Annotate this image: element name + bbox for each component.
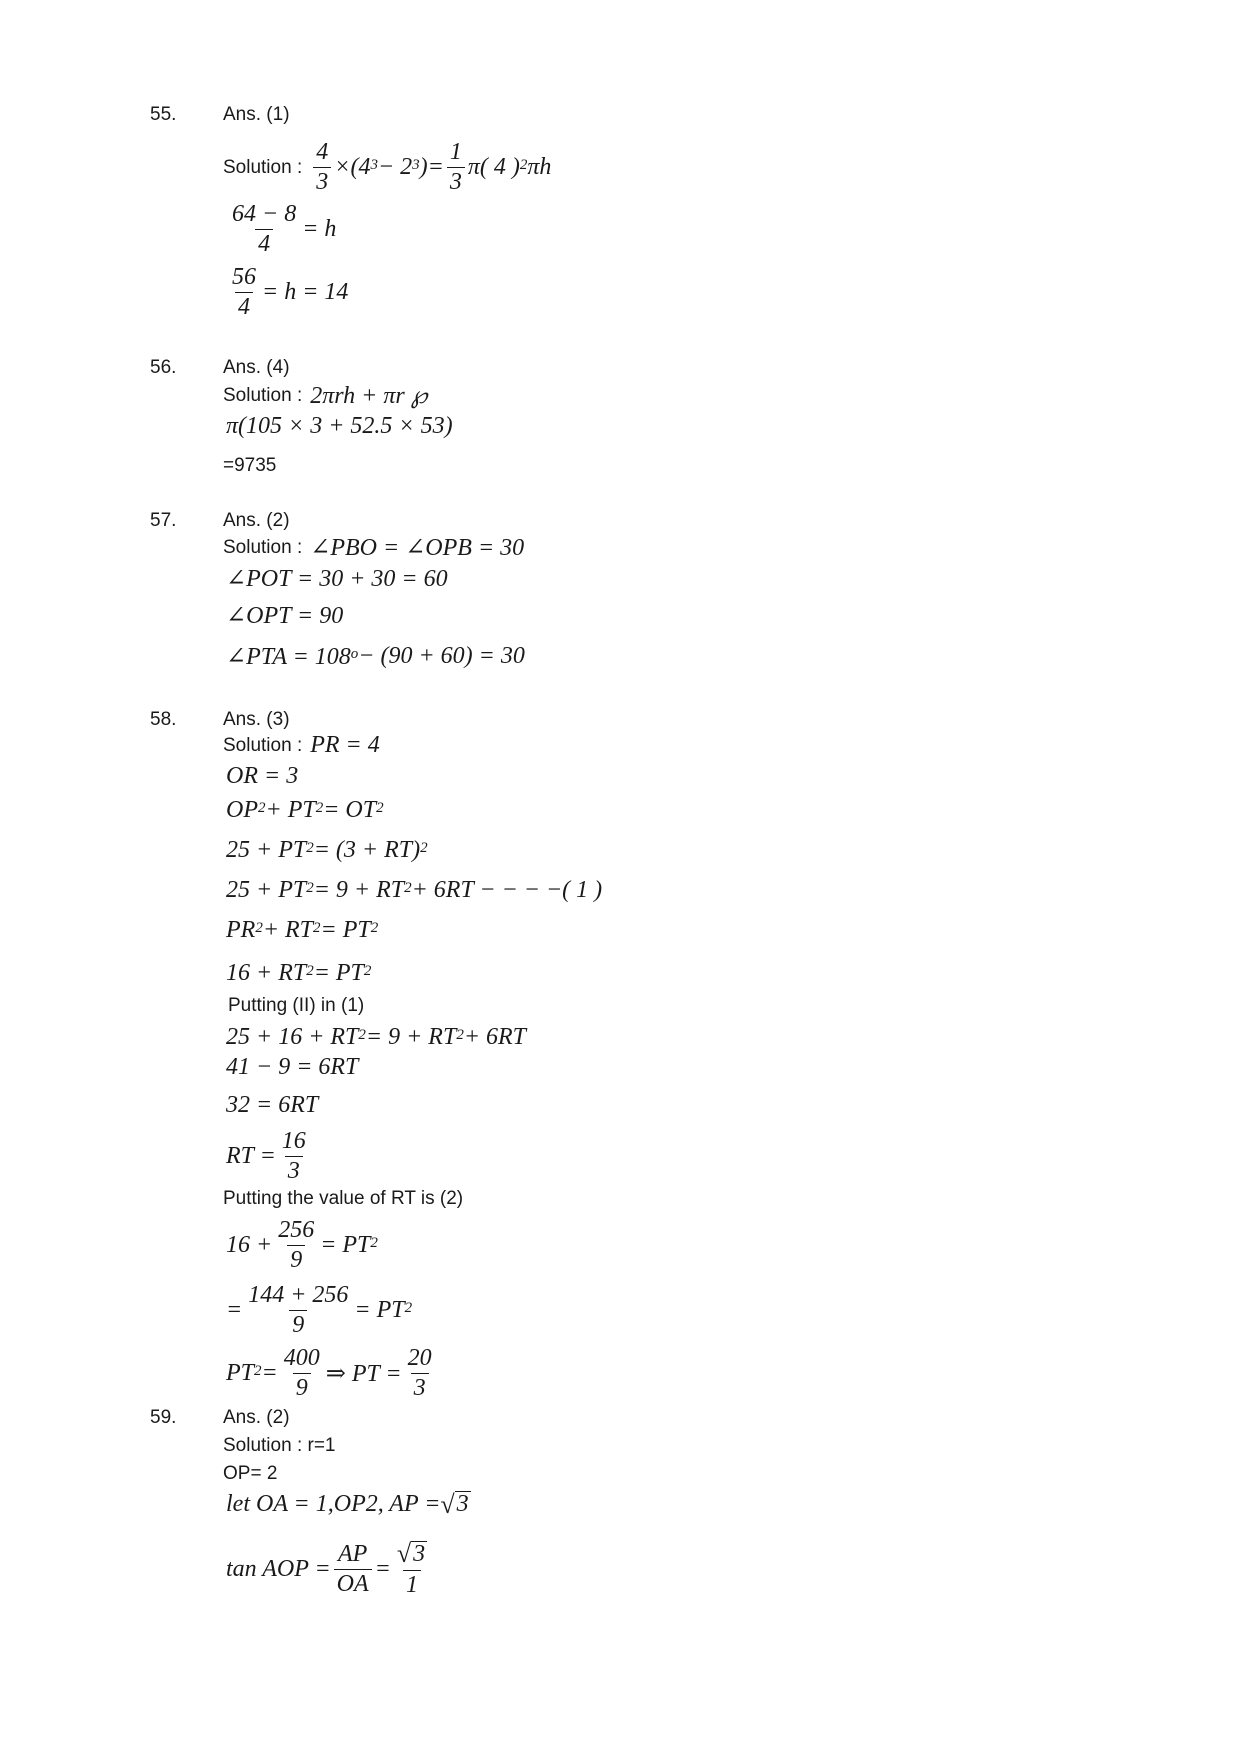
math-text: ∠PBO = ∠OPB = 30 bbox=[310, 535, 525, 561]
math-text: = OT bbox=[323, 797, 377, 823]
math-line bbox=[226, 202, 336, 257]
answer-label: Ans. (1) bbox=[223, 104, 290, 125]
fraction bbox=[279, 1129, 309, 1184]
math-line bbox=[226, 1129, 312, 1184]
math-line bbox=[226, 1283, 412, 1338]
math-text: OR = 3 bbox=[226, 763, 299, 789]
solution-text: Solution : r=1 bbox=[223, 1435, 336, 1456]
math-line bbox=[223, 732, 380, 759]
radicand: 3 bbox=[413, 1541, 426, 1567]
numerator: 256 bbox=[278, 1217, 315, 1243]
denominator: 9 bbox=[293, 1373, 311, 1401]
math-text: 25 + PT bbox=[226, 837, 307, 863]
numerator: 20 bbox=[407, 1345, 432, 1371]
note-text: Putting the value of RT is (2) bbox=[223, 1188, 464, 1209]
numerator: 400 bbox=[283, 1345, 320, 1371]
fraction bbox=[447, 140, 465, 195]
fraction bbox=[405, 1346, 435, 1401]
math-text: = PT bbox=[320, 1232, 371, 1259]
math-text: 25 + PT bbox=[226, 877, 307, 903]
superscript: 2 bbox=[404, 1300, 413, 1317]
superscript: 2 bbox=[315, 800, 324, 816]
denominator: 9 bbox=[289, 1310, 307, 1338]
answer-label: Ans. (4) bbox=[223, 357, 290, 378]
math-text: π(105 × 3 + 52.5 × 53) bbox=[226, 413, 453, 439]
denominator: 4 bbox=[235, 292, 253, 320]
math-text: + RT bbox=[262, 917, 314, 943]
math-text: + PT bbox=[265, 797, 316, 823]
question-number: 57. bbox=[150, 510, 177, 531]
question-number: 55. bbox=[150, 104, 177, 125]
superscript: 2 bbox=[420, 840, 428, 856]
solution-label: Solution : bbox=[223, 734, 303, 756]
math-text: ∠POT = 30 + 30 = 60 bbox=[226, 566, 448, 592]
fraction bbox=[229, 202, 299, 257]
math-line bbox=[226, 1541, 433, 1599]
math-line bbox=[226, 1024, 526, 1051]
superscript: 2 bbox=[255, 920, 263, 936]
math-text: = PT bbox=[354, 1297, 405, 1324]
math-text: ∠OPT = 90 bbox=[226, 603, 344, 629]
math-line bbox=[226, 837, 428, 864]
math-text: = bbox=[261, 1360, 278, 1387]
math-line bbox=[226, 917, 378, 944]
math-line bbox=[226, 265, 348, 320]
numerator: 4 bbox=[316, 139, 329, 165]
math-line bbox=[226, 564, 448, 593]
math-line bbox=[226, 1092, 318, 1119]
math-line bbox=[223, 140, 551, 195]
superscript: 2 bbox=[306, 880, 314, 896]
math-line bbox=[226, 1054, 358, 1081]
math-text: 2πrh + πr ℘ bbox=[310, 383, 428, 409]
math-line bbox=[226, 1218, 378, 1273]
denominator: 1 bbox=[403, 1570, 421, 1598]
math-text: π( 4 ) bbox=[467, 154, 520, 181]
radical bbox=[440, 1491, 470, 1517]
fraction bbox=[275, 1218, 317, 1273]
math-text: − (90 + 60) = 30 bbox=[358, 643, 525, 669]
math-line bbox=[226, 1346, 438, 1401]
radical bbox=[397, 1541, 427, 1567]
math-line bbox=[226, 642, 525, 671]
denominator: 3 bbox=[447, 167, 465, 195]
math-text: + 6RT − − − −( 1 ) bbox=[411, 877, 603, 903]
math-text: = 9 + RT bbox=[365, 1024, 457, 1050]
radicand: 3 bbox=[456, 1491, 469, 1518]
numerator: 56 bbox=[232, 264, 256, 290]
fraction bbox=[394, 1541, 430, 1599]
superscript: 2 bbox=[376, 800, 384, 816]
denominator: OA bbox=[334, 1569, 372, 1597]
numerator bbox=[394, 1541, 430, 1570]
superscript: 2 bbox=[258, 800, 266, 816]
math-text: tan AOP = bbox=[226, 1556, 331, 1583]
math-text: = PT bbox=[320, 917, 371, 943]
superscript: 2 bbox=[313, 920, 321, 936]
superscript: 2 bbox=[358, 1027, 366, 1043]
math-text: PT bbox=[226, 1360, 255, 1387]
fraction bbox=[229, 265, 259, 320]
math-text: 16 + RT bbox=[226, 960, 307, 986]
superscript: 2 bbox=[306, 963, 314, 979]
question-number: 59. bbox=[150, 1407, 177, 1428]
math-text: = bbox=[226, 1297, 243, 1324]
fraction bbox=[281, 1346, 323, 1401]
superscript: o bbox=[350, 646, 359, 662]
answer-label: Ans. (2) bbox=[223, 1407, 290, 1428]
solution-label: Solution : bbox=[223, 384, 303, 406]
radical-sign: √ bbox=[440, 1489, 455, 1519]
superscript: 2 bbox=[306, 840, 314, 856]
math-text: ( bbox=[350, 154, 359, 181]
numerator: 16 bbox=[281, 1128, 306, 1154]
math-text: = (3 + RT) bbox=[313, 837, 421, 863]
math-text: ⇒ PT = bbox=[325, 1361, 402, 1388]
answer-label: Ans. (2) bbox=[223, 510, 290, 531]
math-line bbox=[226, 413, 453, 440]
superscript: 2 bbox=[456, 1027, 464, 1043]
math-text: ) bbox=[419, 154, 428, 181]
math-text: let OA = 1,OP2, AP = bbox=[226, 1491, 441, 1517]
question-number: 56. bbox=[150, 357, 177, 378]
denominator: 3 bbox=[285, 1156, 303, 1184]
math-text: πh bbox=[527, 154, 552, 181]
math-text: + 6RT bbox=[463, 1024, 527, 1050]
question-number: 58. bbox=[150, 709, 177, 730]
superscript: 2 bbox=[519, 157, 528, 174]
superscript: 2 bbox=[370, 920, 379, 936]
math-text: 41 − 9 = 6RT bbox=[226, 1054, 359, 1080]
math-line bbox=[226, 1491, 471, 1518]
math-text: 16 + bbox=[226, 1232, 273, 1259]
numerator: AP bbox=[337, 1541, 368, 1568]
math-text: = PT bbox=[313, 960, 364, 986]
math-text: 25 + 16 + RT bbox=[226, 1024, 359, 1050]
math-text: = h bbox=[302, 216, 337, 243]
superscript: 2 bbox=[363, 963, 372, 979]
denominator: 9 bbox=[287, 1245, 305, 1273]
math-line bbox=[226, 960, 371, 987]
math-text: PR = 4 bbox=[310, 732, 380, 758]
radical-sign: √ bbox=[396, 1539, 412, 1569]
math-text: PR bbox=[226, 917, 256, 943]
fraction bbox=[334, 1542, 372, 1597]
denominator: 4 bbox=[255, 229, 273, 257]
math-text: ∠PTA = 108 bbox=[226, 644, 351, 670]
math-text: = h = 14 bbox=[262, 279, 349, 306]
result-text: =9735 bbox=[223, 455, 277, 476]
math-line bbox=[226, 877, 602, 904]
superscript: 2 bbox=[404, 880, 412, 896]
math-text: OP bbox=[226, 797, 258, 823]
fraction bbox=[313, 140, 331, 195]
math-text: = 9 + RT bbox=[313, 877, 405, 903]
math-text: 4 bbox=[358, 154, 371, 181]
math-text: RT = bbox=[226, 1143, 276, 1170]
math-line bbox=[226, 763, 298, 790]
solution-text: OP= 2 bbox=[223, 1463, 278, 1484]
denominator: 3 bbox=[411, 1373, 429, 1401]
solution-label: Solution : bbox=[223, 536, 303, 558]
superscript: 2 bbox=[370, 1235, 378, 1252]
denominator: 3 bbox=[313, 167, 331, 195]
superscript: 3 bbox=[370, 157, 378, 174]
math-line bbox=[223, 533, 524, 562]
math-line bbox=[226, 797, 384, 824]
numerator: 64 − 8 bbox=[232, 201, 297, 227]
math-text: = bbox=[374, 1556, 391, 1583]
numerator: 1 bbox=[449, 139, 462, 165]
answer-label: Ans. (3) bbox=[223, 709, 290, 730]
math-text: 32 = 6RT bbox=[226, 1092, 319, 1118]
note-text: Putting (II) in (1) bbox=[228, 995, 365, 1016]
math-text: = bbox=[427, 154, 444, 181]
math-text: − 2 bbox=[377, 154, 413, 181]
superscript: 3 bbox=[412, 157, 420, 174]
numerator: 144 + 256 bbox=[248, 1282, 349, 1308]
superscript: 2 bbox=[254, 1363, 262, 1380]
fraction bbox=[245, 1283, 351, 1338]
math-text: × bbox=[334, 154, 351, 181]
math-line bbox=[226, 601, 343, 630]
solution-label: Solution : bbox=[223, 156, 303, 178]
math-line bbox=[223, 381, 427, 410]
